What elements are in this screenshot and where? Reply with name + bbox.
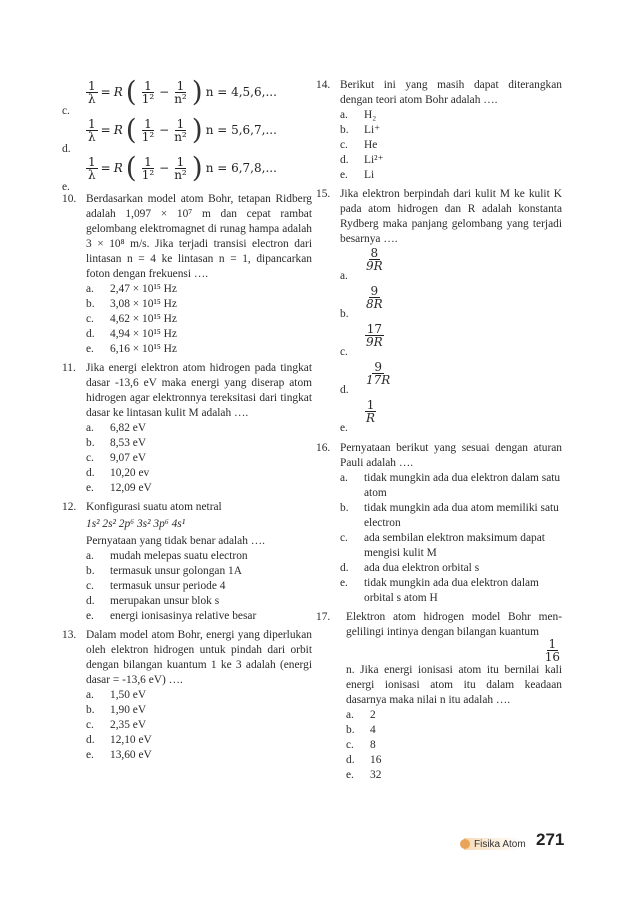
- answer-option: [340, 247, 562, 285]
- option-letter: a.: [340, 109, 348, 121]
- option-letter: e.: [62, 181, 70, 193]
- denominator: 1²: [141, 167, 155, 182]
- answer-option: [340, 123, 562, 138]
- option-text: termasuk unsur periode 4: [110, 580, 226, 592]
- option-text: H₂: [364, 109, 377, 121]
- formula-option: [62, 75, 312, 117]
- minus-sign: −: [159, 84, 170, 99]
- option-text: ada dua elektron orbital s: [364, 562, 480, 574]
- question-number: 14.: [316, 79, 331, 91]
- numerator: 17: [366, 322, 382, 336]
- question-stem: Berikut ini yang masih dapat diterangkan dengan teori atom Bohr adalah ….: [340, 79, 562, 106]
- question-13: [62, 628, 312, 763]
- question-body: [86, 361, 312, 496]
- denominator: 1²: [141, 129, 155, 144]
- answer-option: [340, 108, 562, 123]
- numerator: 1: [366, 398, 375, 412]
- paren-open: (: [125, 113, 137, 146]
- numerator: 1: [144, 154, 152, 169]
- option-letter: a.: [86, 550, 94, 562]
- question-number: 13.: [62, 629, 77, 641]
- answer-option: [86, 327, 312, 342]
- question-stem: Elektron atom hidrogen model Bohr mengelilingi intinya dengan bilangan kuantum: [346, 611, 562, 638]
- question-body: [86, 628, 312, 763]
- option-text: 6,16 × 10¹⁵ Hz: [110, 343, 177, 355]
- answer-option: [86, 748, 312, 763]
- option-text: 2,35 eV: [110, 719, 147, 731]
- n-values: n = 4,5,6,...: [205, 84, 277, 99]
- option-letter: a.: [346, 709, 354, 721]
- fraction: [172, 156, 189, 181]
- option-text: 8: [370, 739, 376, 751]
- question-10: [62, 192, 312, 357]
- question-number: 11.: [62, 362, 76, 374]
- answer-fraction: [364, 285, 385, 310]
- left-column: [62, 75, 312, 767]
- answer-option: [86, 688, 312, 703]
- answer-option: [86, 282, 312, 297]
- option-text: tidak mungkin ada dua atom memiliki satu electron: [364, 502, 559, 529]
- question-stem-2: Pernyataan yang tidak benar adalah ….: [86, 535, 266, 547]
- answer-fraction: [364, 361, 392, 386]
- fraction: [140, 118, 156, 143]
- option-letter: b.: [86, 704, 95, 716]
- option-letter: c.: [340, 139, 348, 151]
- option-letter: d.: [340, 562, 349, 574]
- option-text: 12,10 eV: [110, 734, 152, 746]
- denominator: 1²: [141, 91, 155, 106]
- paren-close: ): [191, 75, 203, 108]
- question-14: [316, 78, 562, 183]
- rydberg-symbol: R: [113, 84, 123, 99]
- fraction: [140, 156, 156, 181]
- question-body: [340, 187, 562, 437]
- option-letter: d.: [86, 595, 95, 607]
- answer-option: [346, 753, 562, 768]
- denominator: λ: [88, 129, 96, 144]
- fraction: [172, 118, 189, 143]
- answer-option: [86, 481, 312, 496]
- question-stem: Jika energi elektron atom hidrogen pada tingkat dasar -13,6 eV maka energi yang diserap atom hidrogen agar elektronnya tereksitasi dari tingkat dasar ke lintasan kulit M adalah ….: [86, 362, 312, 419]
- rydberg-formula: [86, 151, 277, 184]
- option-letter: c.: [346, 739, 354, 751]
- option-letter: d.: [86, 467, 95, 479]
- paren-close: ): [191, 113, 203, 146]
- denominator: R: [366, 411, 376, 425]
- answer-option: [86, 579, 312, 594]
- formula-option: [62, 151, 312, 193]
- denominator: n²: [174, 167, 187, 182]
- answer-option: [346, 723, 562, 738]
- option-letter: d.: [340, 154, 349, 166]
- page-footer: [460, 830, 600, 854]
- answer-option: [86, 733, 312, 748]
- question-stem: Konfigurasi suatu atom netral: [86, 501, 222, 513]
- denominator: 9R: [366, 335, 383, 349]
- option-text: Li²⁺: [364, 154, 384, 166]
- option-letter: b.: [86, 298, 95, 310]
- answer-option: [86, 594, 312, 609]
- option-text: termasuk unsur golongan 1A: [110, 565, 242, 577]
- option-letter: a.: [340, 472, 348, 484]
- denominator: n²: [174, 129, 187, 144]
- option-text: 1,50 eV: [110, 689, 147, 701]
- answer-option: [340, 168, 562, 183]
- question-15: [316, 187, 562, 437]
- option-letter: c.: [340, 532, 348, 544]
- equals-sign: =: [100, 122, 111, 137]
- option-letter: e.: [86, 749, 94, 761]
- right-column: [316, 78, 562, 787]
- option-text: 1,90 eV: [110, 704, 147, 716]
- option-letter: e.: [340, 577, 348, 589]
- option-letter: a.: [340, 270, 348, 282]
- page-number: 271: [536, 830, 565, 849]
- denominator: λ: [88, 167, 96, 182]
- option-letter: e.: [86, 610, 94, 622]
- chapter-title: Fisika Atom: [474, 839, 526, 850]
- option-text: 3,08 × 10¹⁵ Hz: [110, 298, 177, 310]
- option-text: 12,09 eV: [110, 482, 152, 494]
- electron-configuration: 1s² 2s² 2p⁶ 3s² 3p⁶ 4s¹: [86, 518, 186, 530]
- question-stem: Berdasarkan model atom Bohr, tetapan Ridberg adalah 1,097 × 10⁷ m dan cepat rambat gelombang elektromagnet di runag hampa adalah 3 × 10⁸ m/s. Jika terjadi transisi electron dari lintasan n = 4 ke lintasan n = 1, dipancarkan foton dengan frekuensi ….: [86, 193, 312, 280]
- question-16: [316, 441, 562, 606]
- option-text: Li: [364, 169, 375, 181]
- question-number: 15.: [316, 188, 331, 200]
- option-letter: c.: [62, 105, 70, 117]
- answer-option: [340, 399, 562, 437]
- answer-option: [86, 564, 312, 579]
- answer-option: [86, 436, 312, 451]
- answer-option: [86, 342, 312, 357]
- denominator: 9R: [366, 259, 383, 273]
- option-text: 13,60 eV: [110, 749, 152, 761]
- option-letter: d.: [62, 143, 71, 155]
- option-text: 8,53 eV: [110, 437, 147, 449]
- option-letter: a.: [86, 689, 94, 701]
- question-number: 17.: [316, 611, 331, 623]
- answer-option: [340, 531, 562, 561]
- question-stem-2: n. Jika energi ionisasi atom itu bernilai kali energi ionisasi atom itu dalam keadaan dasarnya maka nilai n itu adalah ….: [346, 664, 562, 706]
- equals-sign: =: [100, 84, 111, 99]
- option-text: merupakan unsur blok s: [110, 595, 220, 607]
- denominator: λ: [88, 91, 96, 106]
- answer-option: [340, 153, 562, 168]
- answer-option: [346, 708, 562, 723]
- fraction: [140, 80, 156, 105]
- paren-open: (: [125, 75, 137, 108]
- numerator: 1: [88, 116, 96, 131]
- footer-dot-icon: [460, 839, 470, 849]
- answer-option: [340, 361, 562, 399]
- answer-option: [86, 549, 312, 564]
- option-text: 4,94 × 10¹⁵ Hz: [110, 328, 177, 340]
- option-letter: d.: [86, 328, 95, 340]
- fraction: [543, 638, 562, 663]
- answer-option: [86, 466, 312, 481]
- rydberg-formula: [86, 113, 277, 146]
- numerator: 9: [370, 284, 379, 298]
- minus-sign: −: [159, 160, 170, 175]
- option-letter: b.: [346, 724, 355, 736]
- answer-option: [86, 297, 312, 312]
- option-letter: d.: [86, 734, 95, 746]
- option-letter: d.: [340, 384, 349, 396]
- answer-option: [86, 718, 312, 733]
- answer-option: [340, 561, 562, 576]
- question-body: [340, 78, 562, 183]
- option-letter: c.: [86, 452, 94, 464]
- option-text: 4: [370, 724, 376, 736]
- fraction-one-sixteenth: [346, 638, 562, 663]
- option-letter: e.: [340, 422, 348, 434]
- option-text: 10,20 ev: [110, 467, 150, 479]
- question-17: [316, 610, 562, 783]
- rydberg-symbol: R: [113, 160, 123, 175]
- option-letter: b.: [340, 502, 349, 514]
- fraction: [172, 80, 189, 105]
- option-text: 32: [370, 769, 382, 781]
- answer-option: [86, 451, 312, 466]
- numerator: 1: [88, 154, 96, 169]
- question-body: [340, 441, 562, 606]
- paren-open: (: [125, 151, 137, 184]
- fraction: [86, 156, 98, 181]
- answer-option: [86, 609, 312, 624]
- option-text: 16: [370, 754, 382, 766]
- answer-option: [340, 138, 562, 153]
- question-number: 10.: [62, 193, 77, 205]
- option-text: 6,82 eV: [110, 422, 147, 434]
- option-text: tidak mungkin ada dua elektron dalam satu atom: [364, 472, 561, 499]
- numerator: 1: [548, 637, 557, 651]
- answer-option: [340, 471, 562, 501]
- question-body: [86, 192, 312, 357]
- numerator: 1: [88, 78, 96, 93]
- numerator: 1: [144, 78, 152, 93]
- question-body: [346, 610, 562, 783]
- numerator: 1: [144, 116, 152, 131]
- answer-option: [86, 312, 312, 327]
- option-text: 2: [370, 709, 376, 721]
- option-text: mudah melepas suatu electron: [110, 550, 248, 562]
- denominator: 8R: [366, 297, 383, 311]
- fraction: [86, 80, 98, 105]
- rydberg-formula: [86, 75, 277, 108]
- option-letter: e.: [86, 482, 94, 494]
- option-letter: c.: [86, 719, 94, 731]
- formula-option: [62, 113, 312, 155]
- option-letter: c.: [340, 346, 348, 358]
- question-stem: Jika elektron berpindah dari kulit M ke kulit K pada atom hidrogen dan R adalah konstanta Rydberg maka panjang gelombang yang terjadi besarnya ….: [340, 188, 562, 245]
- answer-option: [346, 768, 562, 783]
- numerator: 1: [176, 116, 185, 131]
- answer-fraction: [364, 323, 385, 348]
- answer-option: [340, 285, 562, 323]
- answer-option: [86, 421, 312, 436]
- option-text: 9,07 eV: [110, 452, 147, 464]
- denominator: 17R: [366, 373, 391, 387]
- option-text: He: [364, 139, 378, 151]
- n-values: n = 6,7,8,...: [205, 160, 277, 175]
- option-text: tidak mungkin ada dua elektron dalam orbital s atom H: [364, 577, 539, 604]
- option-letter: c.: [86, 313, 94, 325]
- option-letter: a.: [86, 422, 94, 434]
- question-12: [62, 500, 312, 624]
- option-letter: d.: [346, 754, 355, 766]
- rydberg-symbol: R: [113, 122, 123, 137]
- option-letter: e.: [340, 169, 348, 181]
- question-stem: Dalam model atom Bohr, energi yang diperlukan oleh elektron hidrogen untuk pindah dari orbit dengan bilangan kuantum 1 ke 3 adalah (energi dasar = -13,6 eV) ….: [86, 629, 312, 686]
- question-number: 16.: [316, 442, 331, 454]
- paren-close: ): [191, 151, 203, 184]
- option-letter: a.: [86, 283, 94, 295]
- numerator: 9: [374, 360, 382, 374]
- denominator: n²: [174, 91, 187, 106]
- option-letter: b.: [86, 565, 95, 577]
- formula-options-list: [62, 75, 312, 193]
- minus-sign: −: [159, 122, 170, 137]
- numerator: 1: [176, 78, 185, 93]
- question-stem: Pernyataan berikut yang sesuai dengan aturan Pauli adalah ….: [340, 442, 562, 469]
- denominator: 16: [544, 650, 560, 664]
- option-letter: e.: [346, 769, 354, 781]
- answer-option: [340, 501, 562, 531]
- option-text: Li⁺: [364, 124, 381, 136]
- answer-fraction: [364, 399, 377, 424]
- n-values: n = 5,6,7,...: [205, 122, 277, 137]
- fraction: [86, 118, 98, 143]
- option-text: energi ionisasinya relative besar: [110, 610, 257, 622]
- answer-option: [340, 576, 562, 606]
- option-text: 4,62 × 10¹⁵ Hz: [110, 313, 177, 325]
- option-letter: b.: [340, 124, 349, 136]
- option-text: ada sembilan elektron maksimum dapat mengisi kulit M: [364, 532, 545, 559]
- answer-option: [346, 738, 562, 753]
- question-11: [62, 361, 312, 496]
- option-letter: c.: [86, 580, 94, 592]
- numerator: 8: [370, 246, 379, 260]
- option-letter: b.: [86, 437, 95, 449]
- answer-option: [86, 703, 312, 718]
- question-body: [86, 500, 312, 624]
- question-number: 12.: [62, 501, 77, 513]
- equals-sign: =: [100, 160, 111, 175]
- option-letter: b.: [340, 308, 349, 320]
- answer-option: [340, 323, 562, 361]
- option-letter: e.: [86, 343, 94, 355]
- numerator: 1: [176, 154, 185, 169]
- answer-fraction: [364, 247, 385, 272]
- option-text: 2,47 × 10¹⁵ Hz: [110, 283, 177, 295]
